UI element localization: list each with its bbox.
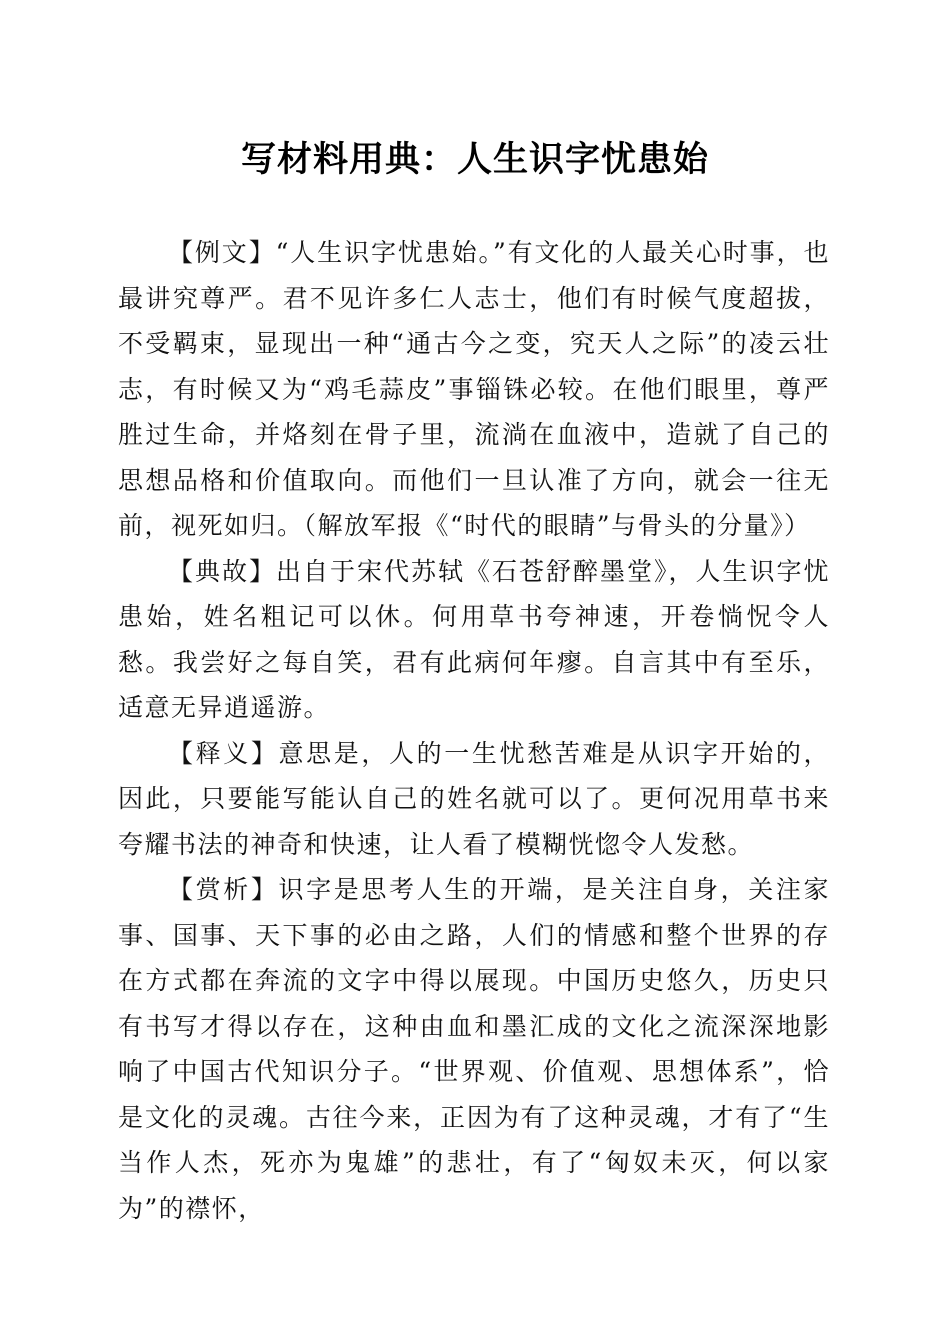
paragraph-tag: 【释义】 — [168, 738, 279, 768]
paragraph-example — [118, 230, 830, 549]
paragraph-tag: 【赏析】 — [168, 875, 279, 904]
paragraph-tag: 【典故】 — [168, 556, 276, 586]
paragraph-analysis — [118, 867, 830, 1231]
paragraph-text: 识字是思考人生的开端，是关注自身，关注家事、国事、天下事的必由之路，人们的情感和整个世界的存在方式都在奔流的文字中得以展现。中国历史悠久，历史只有书写才得以存在，这种由血和墨汇成的文化之流深深地影响了中国古代知识分子。“世界观、价值观、思想体系”，恰是文化的灵魂。古往今来，正因为有了这种灵魂，才有了“生当作人杰，死亦为鬼雄”的悲壮，有了“匈奴未灭，何以家为”的襟怀， — [118, 875, 830, 1223]
paragraph-tag: 【例文】 — [168, 238, 276, 267]
document-body — [118, 230, 830, 1231]
paragraph-allusion — [118, 549, 830, 731]
paragraph-text: 意思是，人的一生忧愁苦难是从识字开始的，因此，只要能写能认自己的姓名就可以了。更何况用草书来夸耀书法的神奇和快速，让人看了模糊恍惚令人发愁。 — [118, 738, 830, 859]
paragraph-meaning — [118, 731, 830, 868]
document-title: 写材料用典：人生识字忧患始 — [240, 139, 709, 180]
paragraph-text: 出自于宋代苏轼《石苍舒醉墨堂》，人生识字忧患始，姓名粗记可以休。何用草书夸神速，开卷惝怳令人愁。我尝好之每自笑，君有此病何年瘳。自言其中有至乐，适意无异逍遥游。 — [118, 556, 830, 722]
paragraph-text: “人生识字忧患始。”有文化的人最关心时事，也最讲究尊严。君不见许多仁人志士，他们有时候气度超拔，不受羁束，显现出一种“通古今之变，究天人之际”的凌云壮志，有时候又为“鸡毛蒜皮”事锱铢必较。在他们眼里，尊严胜过生命，并烙刻在骨子里，流淌在血液中，造就了自己的思想品格和价值取向。而他们一旦认准了方向，就会一往无前，视死如归。（解放军报《“时代的眼睛”与骨头的分量》） — [118, 238, 830, 540]
